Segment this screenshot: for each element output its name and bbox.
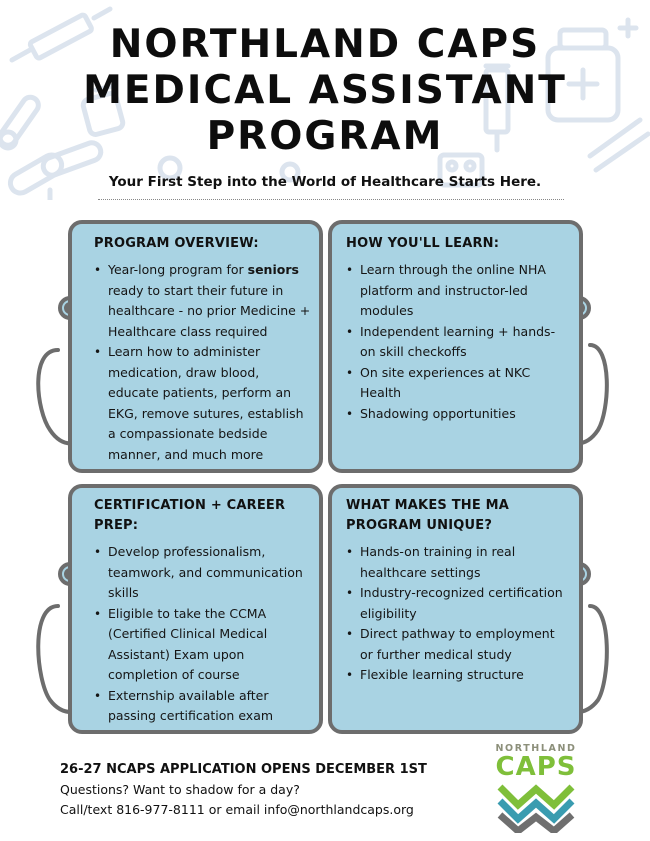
list-item: • Independent learning + hands-on skill checkoffs <box>346 322 567 363</box>
list-item: • Develop professionalism, teamwork, and communication skills <box>94 542 309 604</box>
list-item: • Year-long program for seniors ready to start their future in healthcare - no prior Medicine + Healthcare class required <box>94 260 311 342</box>
program-overview-heading: PROGRAM OVERVIEW: <box>94 236 259 251</box>
title-line-1: NORTHLAND CAPS <box>109 22 541 67</box>
list-item: • Hands-on training in real healthcare settings <box>346 542 567 583</box>
northland-caps-logo <box>488 743 584 831</box>
program-unique-list <box>346 542 567 686</box>
list-item: • Direct pathway to employment or further medical study <box>346 624 567 665</box>
list-item: • Industry-recognized certification eligibility <box>346 583 567 624</box>
list-item: • Learn how to administer medication, draw blood, educate patients, perform an EKG, remove sutures, establish a compassionate bedside manner, and much more <box>94 342 311 465</box>
logo-wordmark-top: NORTHLAND <box>495 743 577 754</box>
logo-chevron-icon <box>488 783 584 833</box>
list-item: • Shadowing opportunities <box>346 404 567 425</box>
certification-card <box>68 484 323 734</box>
subtitle: Your First Step into the World of Healthcare Starts Here. <box>108 174 542 190</box>
program-overview-list <box>94 260 311 465</box>
divider <box>98 199 564 200</box>
how-youll-learn-list <box>346 260 567 424</box>
logo-wordmark-main: CAPS <box>495 752 577 782</box>
list-item: • On site experiences at NKC Health <box>346 363 567 404</box>
certification-list <box>94 542 309 727</box>
page-title <box>0 22 650 160</box>
program-unique-heading: WHAT MAKES THE MA PROGRAM UNIQUE? <box>346 498 510 533</box>
certification-heading: CERTIFICATION + CAREER PREP: <box>94 498 286 533</box>
title-line-3: PROGRAM <box>206 114 444 159</box>
list-item: • Externship available after passing certification exam <box>94 686 309 727</box>
how-youll-learn-heading: HOW YOU'LL LEARN: <box>346 236 500 251</box>
contact-text: Call/text 816-977-8111 or email info@northlandcaps.org <box>60 802 414 817</box>
list-item: • Eligible to take the CCMA (Certified Clinical Medical Assistant) Exam upon completion of course <box>94 604 309 686</box>
list-item: • Learn through the online NHA platform and instructor-led modules <box>346 260 567 322</box>
program-unique-card <box>328 484 583 734</box>
title-line-2: MEDICAL ASSISTANT <box>83 68 567 113</box>
program-overview-card <box>68 220 323 473</box>
footer-info <box>60 760 427 820</box>
list-item: • Flexible learning structure <box>346 665 567 686</box>
questions-text: Questions? Want to shadow for a day? <box>60 782 300 797</box>
how-youll-learn-card <box>328 220 583 473</box>
application-headline: 26-27 NCAPS APPLICATION OPENS DECEMBER 1ST <box>60 762 427 777</box>
